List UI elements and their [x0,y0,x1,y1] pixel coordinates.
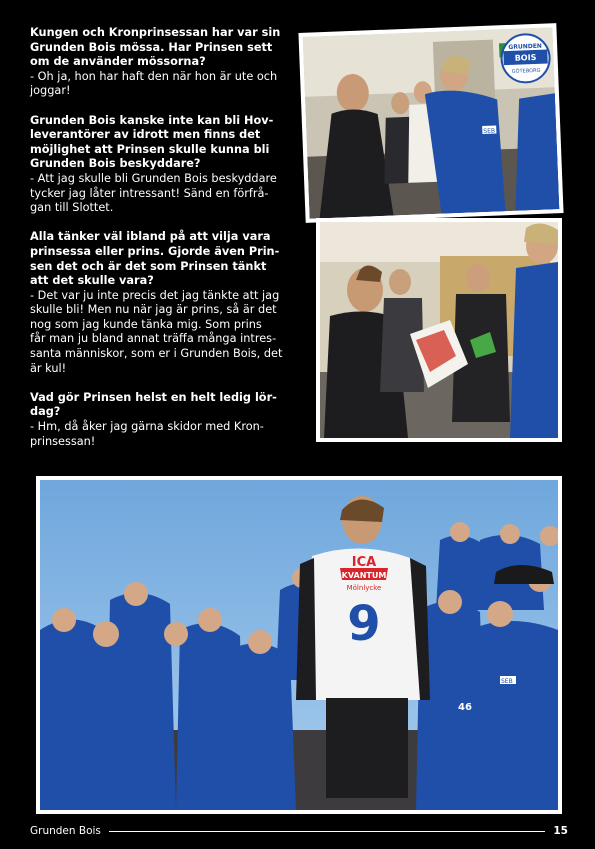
interview-answer-line: gan till Slottet. [30,201,114,215]
jacket-number-text: 46 [458,702,472,713]
interview-answer-line: får man ju bland annat träffa många intres- [30,332,277,346]
interview-block [30,230,298,376]
interview-question-line: Grunden Bois kanske inte kan bli Hov- [30,113,274,127]
interview-block [30,26,298,99]
interview-answer-line: prinsessan! [30,434,96,448]
interview-question-line: om de använder mössorna? [30,55,206,69]
interview-question-line: dag? [30,405,61,419]
photo-3-image [40,480,558,810]
photo-prince-meets-team [298,23,563,223]
footer-rule [109,831,545,832]
badge-top-text: GRUNDEN [508,42,543,51]
interview-answer-line: joggar! [30,84,71,98]
interview-question-line: sen det och är det som Prinsen tänkt [30,259,267,273]
interview-answer-line: skulle bli! Men nu när jag är prins, så är det [30,303,277,317]
interview-answer-line: - Att jag skulle bli Grunden Bois beskyddare [30,171,277,185]
interview-answer-line: är kul! [30,361,67,375]
photo-prince-receives-gift [316,218,562,442]
interview-answer-line: - Oh ja, hon har haft den när hon är ute och [30,69,278,83]
badge-mid-text: BOIS [514,52,537,63]
interview-question-line: Grunden Bois mössa. Har Prinsen sett [30,40,273,54]
interview-block [30,114,298,216]
badge-bottom-text: GÖTEBORG [511,67,541,75]
photo-1-sponsor-text: SEB [483,127,496,135]
interview-question-line: Kungen och Kronprinsessan har var sin [30,26,281,39]
footer-page-number: 15 [553,825,568,837]
shirt-location-text: Mölnlycke [346,584,382,592]
interview-answer-line: - Hm, då åker jag gärna skidor med Kron- [30,420,264,434]
interview-question-line: Grunden Bois beskyddare? [30,157,201,171]
interview-answer-line: nog som jag kunde tänka mig. Som prins [30,317,262,331]
page-footer [30,823,568,839]
interview-answer-line: - Det var ju inte precis det jag tänkte att jag [30,288,280,302]
shirt-number-text: 9 [347,596,381,652]
shirt-brand-text: ICA [351,555,377,570]
interview-question-line: prinsessa eller prins. Gjorde även Prin- [30,244,280,258]
interview-column [30,26,298,464]
interview-answer-line: tycker jag låter intressant! Sänd en förfrå- [30,186,269,200]
footer-publication: Grunden Bois [30,825,101,837]
interview-question-line: leverantörer av idrott men finns det [30,128,261,142]
interview-question-line: Alla tänker väl ibland på att vilja vara [30,230,271,244]
photo-prince-with-team-group [36,476,562,814]
shirt-brand-sub-text: KVANTUM [341,571,387,580]
interview-block [30,391,298,449]
photo-2-image [320,222,558,438]
photo-1-image [303,27,560,218]
interview-question-line: Vad gör Prinsen helst en helt ledig lör- [30,390,277,404]
interview-answer-line: santa människor, som er i Grunden Bois, det [30,347,283,361]
interview-question-line: möjlighet att Prinsen skulle kunna bli [30,142,270,156]
interview-question-line: att det skulle vara? [30,274,154,288]
jacket-sponsor-text: SEB [501,678,513,685]
